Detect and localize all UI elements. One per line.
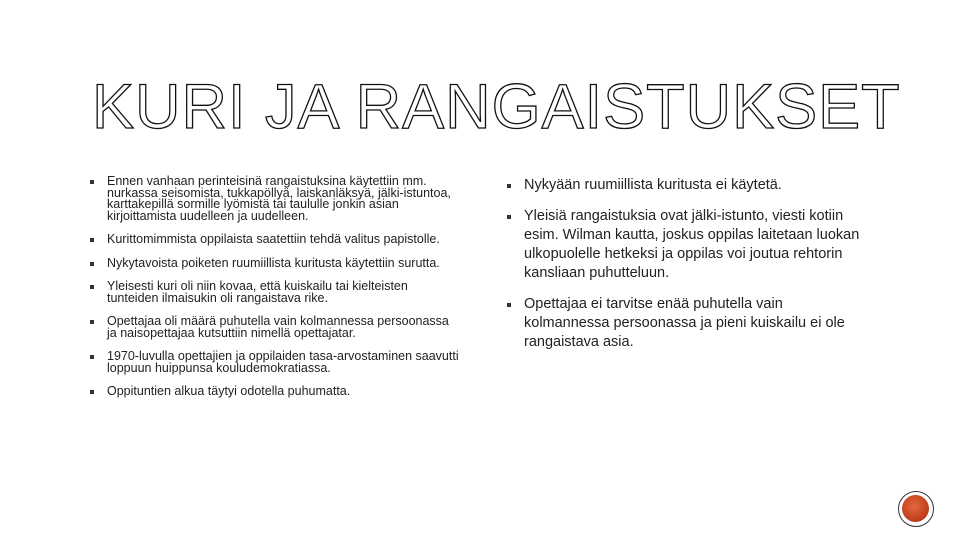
bullet-icon	[90, 355, 94, 359]
bullet-icon	[90, 390, 94, 394]
list-item	[90, 386, 460, 398]
list-item	[90, 255, 460, 270]
logo-fill	[902, 495, 929, 522]
bullet-icon	[90, 320, 94, 324]
list-item	[507, 295, 862, 352]
list-item-text: Opettajaa oli määrä puhutella vain kolmannessa persoonassa ja naisopettajaa kutsuttiin nimellä opettajatar.	[107, 314, 449, 340]
bullet-icon	[90, 262, 94, 266]
bullet-icon	[507, 184, 511, 188]
left-bullet-list	[90, 176, 460, 410]
list-item-text: 1970-luvulla opettajien ja oppilaiden tasa-arvostaminen saavutti loppuun huippunsa kouludemokratiassa.	[107, 349, 459, 375]
bullet-icon	[90, 285, 94, 289]
list-item-text: Yleisesti kuri oli niin kovaa, että kuiskailu tai kielteisten tunteiden ilmaisukin oli rangaistava rike.	[107, 279, 408, 305]
list-item-text: Yleisiä rangaistuksia ovat jälki-istunto, viesti kotiin esim. Wilman kautta, joskus oppilas laitetaan luokan ulkopuolelle hetkeksi ja oppilas voi joutua rehtorin kansliaan puhutteluun.	[524, 208, 860, 281]
list-item	[90, 234, 460, 246]
bullet-icon	[90, 238, 94, 242]
list-item	[507, 207, 862, 283]
list-item-text: Ennen vanhaan perinteisinä rangaistuksina käytettiin mm. nurkassa seisomista, tukkapöllyä, laiskanläksyä, jälki-istuntoa, karttakepillä sormille lyömistä tai taululle jonkin asian kirjoittamista uudelleen ja uudelleen.	[107, 174, 451, 223]
list-item	[90, 316, 460, 339]
bullet-icon	[90, 180, 94, 184]
bullet-icon	[507, 215, 511, 219]
bullet-icon	[507, 303, 511, 307]
right-bullet-list	[507, 176, 862, 364]
list-item	[90, 176, 460, 222]
list-item-text: Nykytavoista poiketen ruumiillista kuritusta käytettiin suruttа.	[107, 255, 440, 270]
circular-orange-logo-icon	[898, 491, 934, 527]
list-item-text: Nykyään ruumiillista kuritusta ei käytetä.	[524, 177, 782, 193]
list-item	[90, 281, 460, 304]
list-item-text: Oppituntien alkua täytyi odotella puhumatta.	[107, 384, 351, 398]
list-item-text: Kurittomimmista oppilaista saatettiin tehdä valitus papistolle.	[107, 232, 440, 246]
list-item	[507, 176, 862, 195]
list-item-text: Opettajaa ei tarvitse enää puhutella vain kolmannessa persoonassa ja pieni kuiskailu ei ole rangaistava asia.	[524, 296, 845, 350]
slide-title: KURI JA RANGAISTUKSET	[92, 72, 901, 142]
list-item	[90, 351, 460, 374]
